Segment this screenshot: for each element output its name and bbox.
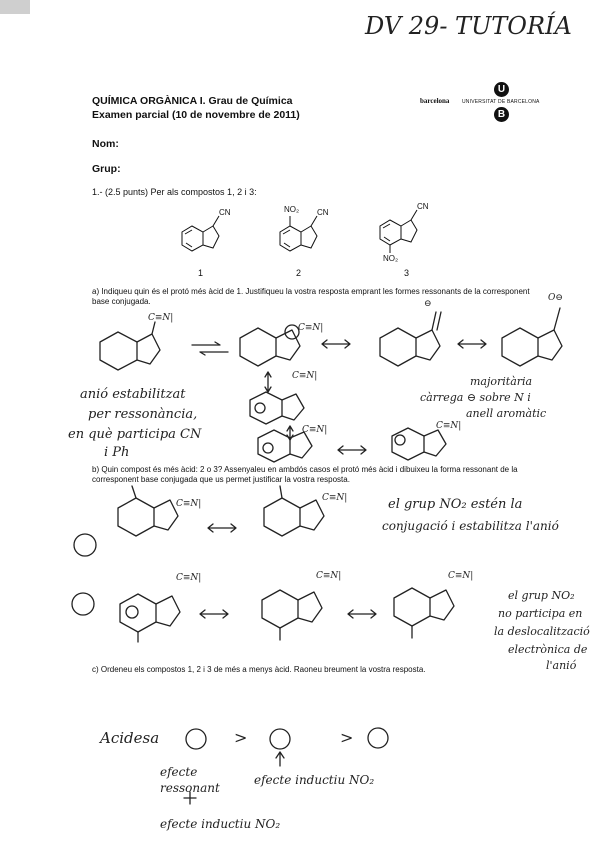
equilibrium-arrow-icon (192, 342, 228, 355)
logo-university-text: UNIVERSITAT DE BARCELONA (462, 99, 540, 105)
question-1c: c) Ordeneu els compostos 1, 2 i 3 de més a menys àcid. Raoneu breument la vostra resposta. (92, 665, 426, 674)
compound-3-no2: NO₂ (383, 254, 399, 263)
c-note-bottom: efecte inductiu NO₂ (160, 817, 281, 831)
cen-label: C≡N| (292, 371, 318, 381)
resonance-arrow-icon (200, 610, 228, 618)
c-gt-2: > (340, 728, 354, 747)
cen-label: C≡N| (298, 323, 324, 333)
answer-a-note-right-1: majoritària (470, 375, 533, 388)
answer-a-structure-1 (100, 322, 160, 370)
circled-3-icon (72, 593, 94, 615)
resonance-arrow-icon (348, 610, 376, 618)
cen-label: C≡N| (176, 573, 202, 583)
answer-b2-structure-1 (118, 486, 178, 536)
resonance-arrow-vertical-icon (265, 372, 271, 392)
answer-a-structure-4 (502, 308, 562, 366)
answer-a-note-2: per ressonància, (88, 407, 198, 422)
b3-note-1: el grup NO₂ (508, 589, 575, 602)
cen-label: C≡N| (436, 421, 462, 431)
b3-note-3: la deslocalització (494, 625, 590, 638)
o-minus-label: O⊖ (548, 293, 563, 303)
minus-label: ⊖ (424, 299, 432, 309)
answer-b3-structure-2 (262, 590, 322, 640)
circled-2-icon (186, 729, 206, 749)
answer-a-note-4: i Ph (104, 445, 130, 460)
circled-2-icon (74, 534, 96, 556)
c-note-left-1: efecte (160, 765, 198, 779)
answer-a-structure-3 (380, 312, 441, 366)
answer-a-note-right-2: càrrega ⊖ sobre N i (420, 391, 531, 404)
university-logo-u-icon: U (494, 82, 509, 97)
compound-1-label: 1 (198, 268, 204, 278)
logo-barcelona: barcelona (420, 97, 450, 105)
answer-b3-structure-3 (394, 588, 454, 638)
circled-1-icon (368, 728, 388, 748)
c-gt-1: > (234, 728, 248, 747)
b3-note-5: l'anió (546, 659, 577, 672)
answer-a-structure-7 (392, 428, 446, 460)
answer-a-note-3: en què participa CN (68, 427, 202, 442)
cen-label: C≡N| (148, 313, 174, 323)
compound-2-label: 2 (296, 268, 302, 278)
exam-title: QUÍMICA ORGÀNICA I. Grau de Química (92, 95, 293, 107)
b2-note-2: conjugació i estabilitza l'anió (382, 519, 559, 533)
b3-note-2: no participa en (498, 607, 583, 620)
b2-note-1: el grup NO₂ estén la (388, 497, 523, 512)
university-logo-b-icon: B (494, 107, 509, 122)
c-note-left-2: ressonant (160, 781, 220, 795)
compound-3-label: 3 (404, 268, 410, 278)
cen-label: C≡N| (322, 493, 348, 503)
compound-2-no2: NO₂ (284, 205, 300, 214)
c-note-mid: efecte inductiu NO₂ (254, 773, 375, 787)
cen-label: C≡N| (176, 499, 202, 509)
question-1a: a) Indiqueu quin és el protó més àcid de 1. Justifiqueu la vostra resposta emprant les formes ressonants de la corresponent base conjugada. (92, 287, 530, 306)
up-arrow-icon (276, 752, 284, 766)
circled-3-icon (270, 729, 290, 749)
answer-a-structure-2 (240, 325, 300, 366)
question-1-text: 1.- (2.5 punts) Per als compostos 1, 2 i 3: (92, 187, 257, 197)
c-answer-word: Acidesa (100, 729, 160, 747)
compound-1-cn: CN (219, 208, 231, 217)
answer-b3-structure-1 (120, 594, 180, 642)
resonance-arrow-icon (208, 524, 236, 532)
handwritten-header: DV 29- TUTORÍA (365, 12, 572, 40)
cen-label: C≡N| (302, 425, 328, 435)
compound-3-cn: CN (417, 202, 429, 211)
answer-a-note-right-3: anell aromàtic (466, 407, 547, 420)
b3-note-4: electrònica de (508, 643, 588, 656)
name-field-label: Nom: (92, 138, 119, 150)
exam-subtitle: Examen parcial (10 de novembre de 2011) (92, 109, 300, 121)
compound-2-cn: CN (317, 208, 329, 217)
resonance-arrow-icon (338, 446, 366, 454)
answer-a-note-1: anió estabilitzat (80, 387, 186, 402)
answer-b2-structure-2 (264, 486, 324, 536)
resonance-arrow-icon (458, 340, 486, 348)
resonance-arrow-icon (322, 340, 350, 348)
answer-a-structure-5 (250, 392, 304, 424)
group-field-label: Grup: (92, 163, 121, 175)
question-1b: b) Quin compost és més àcid: 2 o 3? Assenyaleu en ambdós casos el protó més àcid i dibuixeu la forma ressonant de la corresponent base conjugada que us permet justificar la vostra resposta. (92, 465, 518, 484)
cen-label: C≡N| (316, 571, 342, 581)
cen-label: C≡N| (448, 571, 474, 581)
